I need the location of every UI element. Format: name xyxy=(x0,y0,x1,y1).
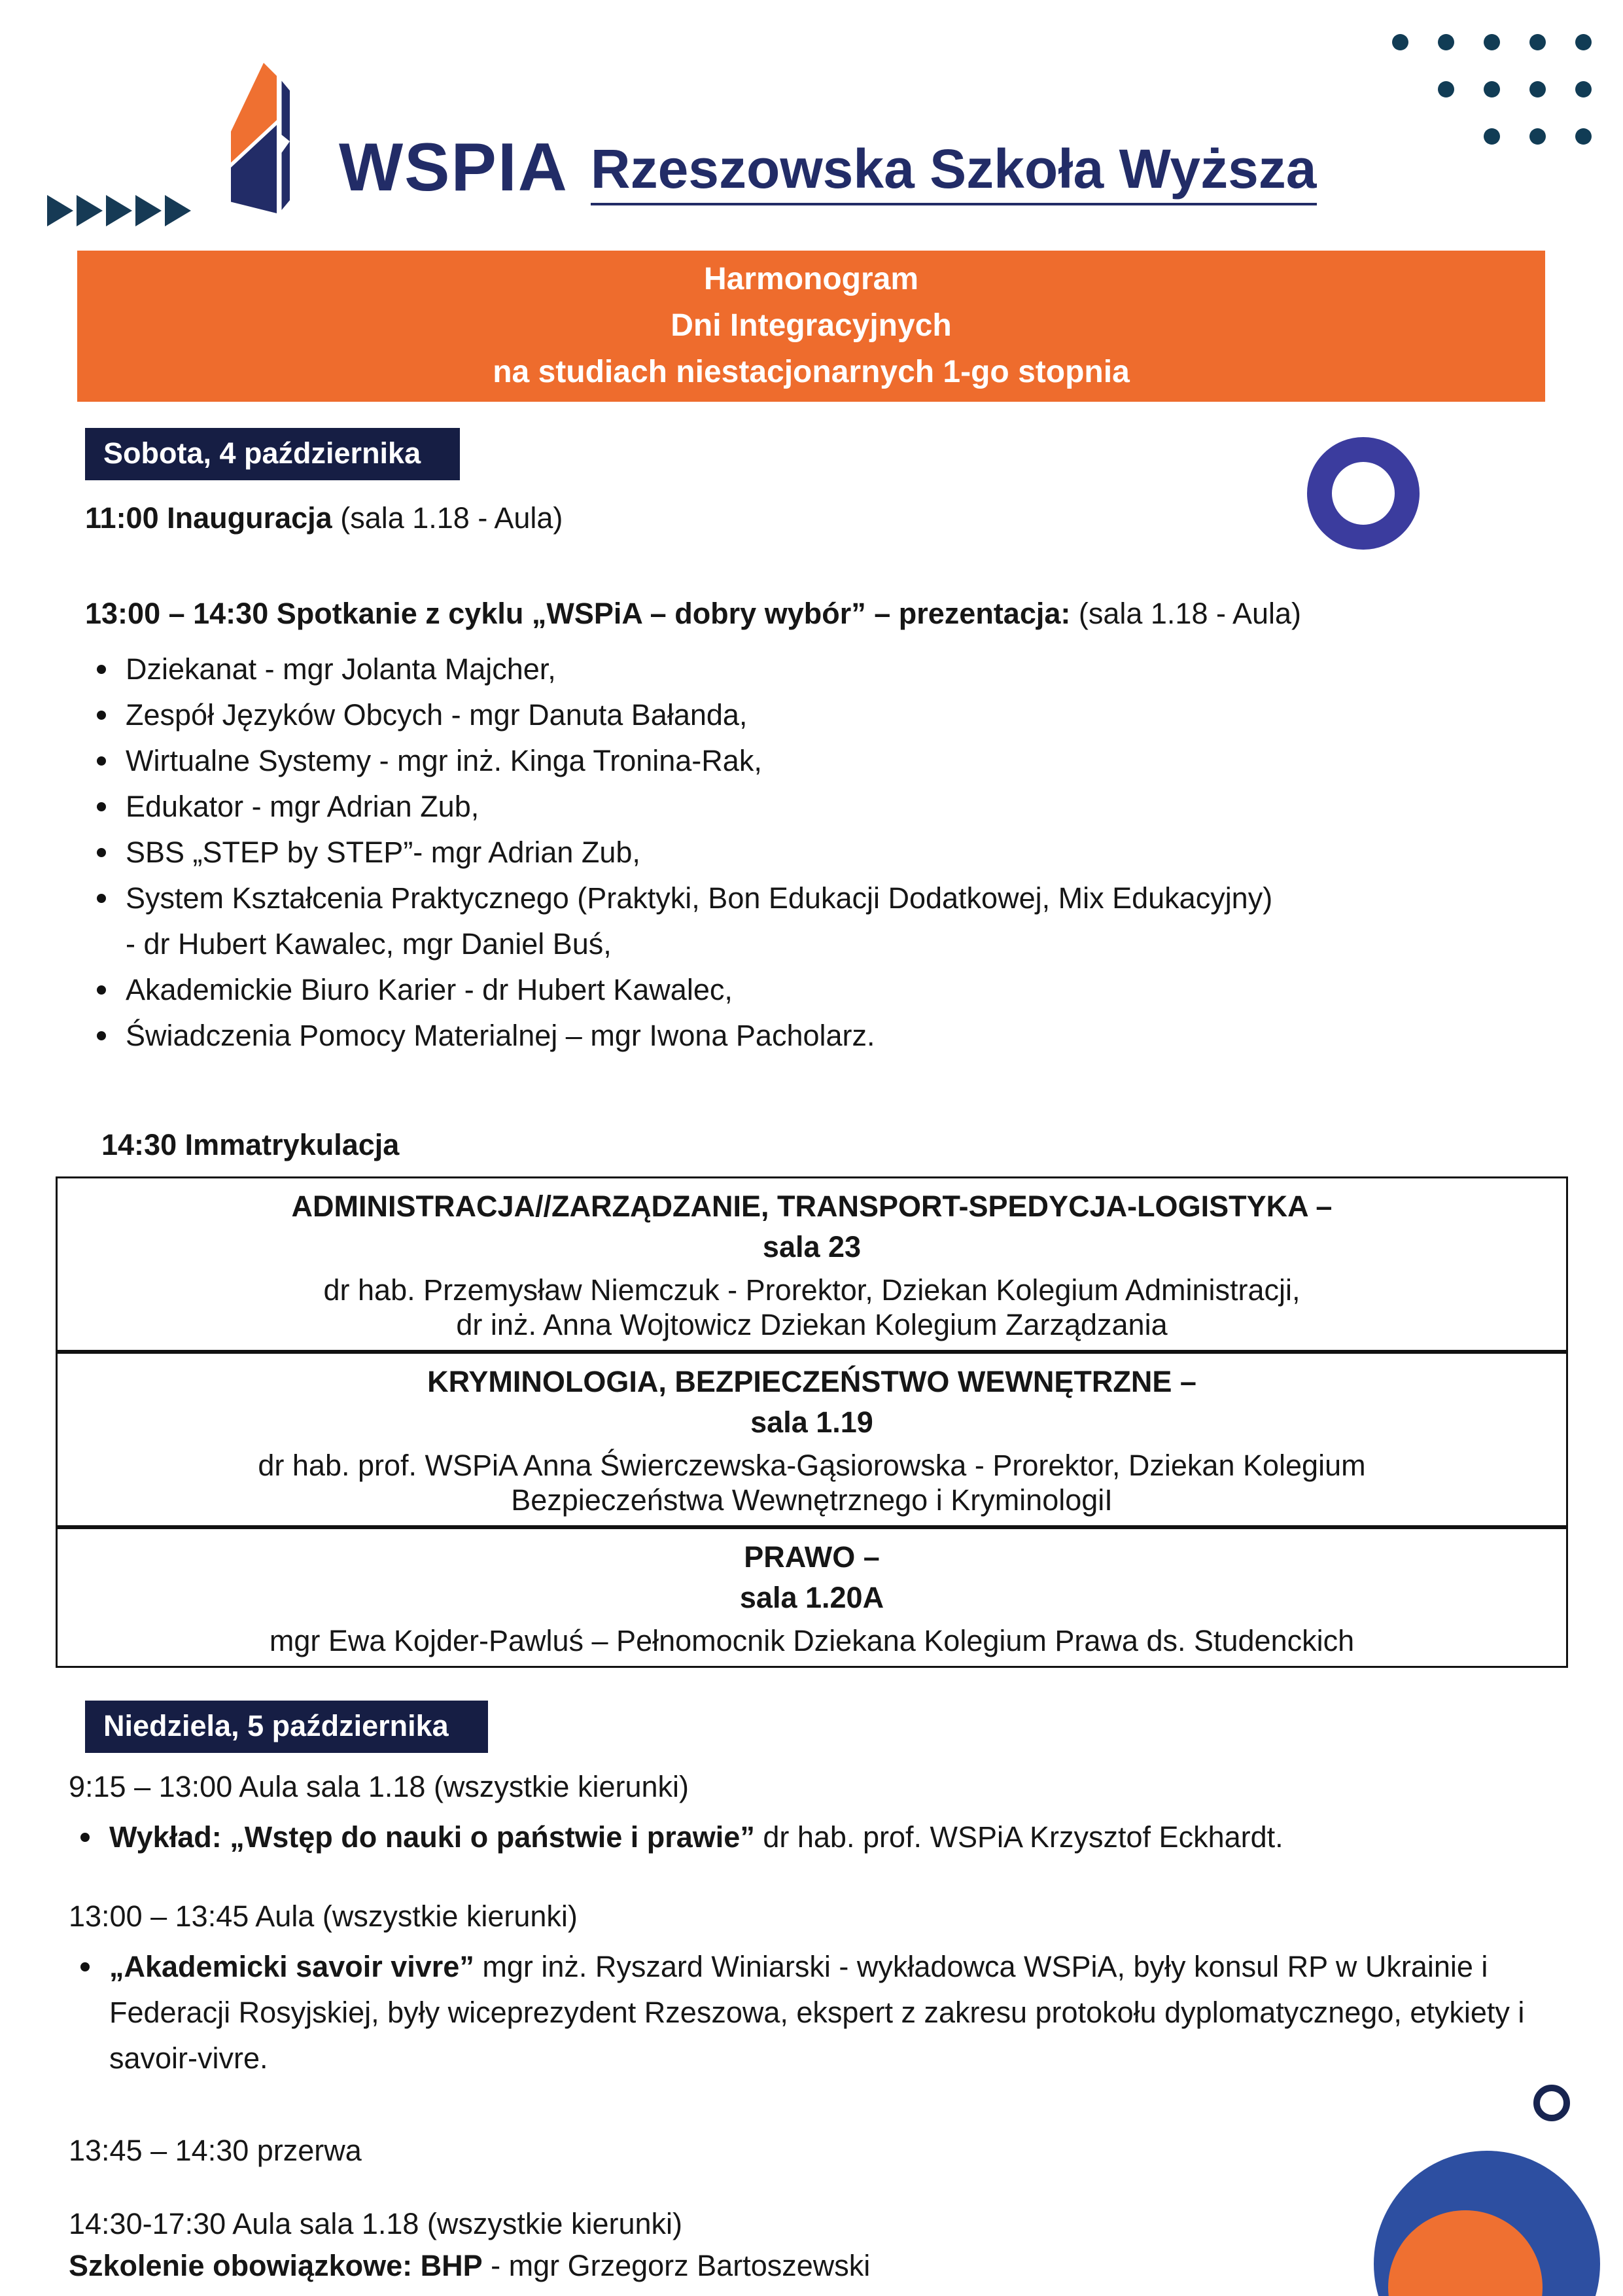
dot-icon xyxy=(1438,81,1454,97)
table-row-title: KRYMINOLOGIA, BEZPIECZEŃSTWO WEWNĘTRZNE – xyxy=(427,1365,1196,1398)
table-row-detail: mgr Ewa Kojder-Pawluś – Pełnomocnik Dziekana Kolegium Prawa ds. Studenckich xyxy=(269,1624,1355,1657)
inauguration-room: (sala 1.18 - Aula) xyxy=(332,501,563,535)
ring-decoration-icon xyxy=(1307,437,1420,550)
table-row-detail: dr inż. Anna Wojtowicz Dziekan Kolegium Zarządzania xyxy=(456,1308,1168,1341)
logo-subtitle: Rzeszowska Szkoła Wyższa xyxy=(591,141,1317,205)
dot-icon xyxy=(1484,81,1500,97)
bhp-training-title: Szkolenie obowiązkowe: BHP xyxy=(69,2249,483,2282)
banner-line: Harmonogram xyxy=(703,262,919,296)
lecture-title: Wykład: „Wstęp do nauki o państwie i prawie” xyxy=(109,1820,755,1854)
table-row xyxy=(58,1525,1566,1666)
right-arrow-icon xyxy=(165,195,191,226)
banner-line: na studiach niestacjonarnych 1-go stopnia xyxy=(493,355,1130,389)
bhp-training-speaker: - mgr Grzegorz Bartoszewski xyxy=(482,2249,871,2282)
dot-row xyxy=(1484,128,1592,145)
sunday-slot2-list xyxy=(69,1944,1623,2081)
dot-icon xyxy=(1392,34,1408,50)
table-row-room: sala 23 xyxy=(762,1230,862,1263)
dot-icon xyxy=(1529,81,1546,97)
sunday-slot4-line: 14:30-17:30 Aula sala 1.18 (wszystkie kierunki) xyxy=(69,2207,682,2240)
sunday-date-badge: Niedziela, 5 października xyxy=(85,1701,488,1753)
right-arrow-icon xyxy=(47,195,73,226)
dot-icon xyxy=(1529,34,1546,50)
list-item xyxy=(69,1814,1535,1860)
dot-icon xyxy=(1575,128,1592,145)
list-item: SBS „STEP by STEP”- mgr Adrian Zub, xyxy=(85,830,1277,875)
savoir-vivre-speaker: mgr inż. Ryszard Winiarski - wykładowca WSPiA, były konsul RP w Ukrainie i Federacji Rosyjskiej, były wiceprezydent Rzeszowa, ekspert z zakresu protokołu dyplomatycznego, etykiety i savoir-vivre. xyxy=(109,1950,1525,2075)
university-logo xyxy=(221,56,1317,220)
dot-row xyxy=(1438,81,1592,97)
dot-icon xyxy=(1438,34,1454,50)
inauguration-time: 11:00 Inauguracja xyxy=(85,501,332,535)
sunday-slot1-list xyxy=(69,1814,1623,1860)
meeting-title: 13:00 – 14:30 Spotkanie z cyklu „WSPiA – dobry wybór” – prezentacja: xyxy=(85,597,1071,630)
table-row-room: sala 1.19 xyxy=(750,1405,873,1439)
immatriculation-line: 14:30 Immatrykulacja xyxy=(101,1128,400,1161)
dots-grid-decoration xyxy=(1392,34,1592,145)
small-ring-decoration-icon xyxy=(1533,2085,1570,2121)
right-arrow-icon xyxy=(77,195,103,226)
break-line: 13:45 – 14:30 przerwa xyxy=(69,2134,362,2167)
savoir-vivre-title: „Akademicki savoir vivre” xyxy=(109,1950,474,1983)
meeting-line xyxy=(85,595,1623,632)
dot-icon xyxy=(1529,128,1546,145)
dot-icon xyxy=(1484,128,1500,145)
list-item: Wirtualne Systemy - mgr inż. Kinga Tronina-Rak, xyxy=(85,738,1277,784)
table-row-title: ADMINISTRACJA//ZARZĄDZANIE, TRANSPORT-SPEDYCJA-LOGISTYKA – xyxy=(291,1190,1333,1223)
lecture-speaker: dr hab. prof. WSPiA Krzysztof Eckhardt. xyxy=(754,1820,1283,1854)
wspia-book-logo-icon xyxy=(221,56,319,220)
table-row-detail: Bezpieczeństwa Wewnętrznego i KryminologiI xyxy=(511,1483,1113,1517)
list-item: Świadczenia Pomocy Materialnej – mgr Iwona Pacholarz. xyxy=(85,1013,1277,1059)
right-arrow-icon xyxy=(135,195,162,226)
dot-icon xyxy=(1484,34,1500,50)
header xyxy=(0,0,1623,251)
presentation-list xyxy=(85,646,1623,1059)
dot-row xyxy=(1392,34,1592,50)
table-row-detail: dr hab. Przemysław Niemczuk - Prorektor, Dziekan Kolegium Administracji, xyxy=(323,1273,1300,1307)
table-row-title: PRAWO – xyxy=(744,1540,880,1574)
arrow-row-decoration xyxy=(47,195,191,226)
list-item xyxy=(69,1944,1535,2081)
list-item: System Kształcenia Praktycznego (Praktyki, Bon Edukacji Dodatkowej, Mix Edukacyjny) - dr Hubert Kawalec, mgr Daniel Buś, xyxy=(85,875,1277,967)
sunday-slot1-line: 9:15 – 13:00 Aula sala 1.18 (wszystkie kierunki) xyxy=(69,1770,689,1803)
table-row xyxy=(58,1350,1566,1525)
saturday-date-badge: Sobota, 4 października xyxy=(85,428,460,480)
dot-icon xyxy=(1575,81,1592,97)
list-item: Zespół Języków Obcych - mgr Danuta Bałanda, xyxy=(85,692,1277,738)
table-row-room: sala 1.20A xyxy=(739,1581,884,1614)
table-row xyxy=(58,1178,1566,1350)
table-row-detail: dr hab. prof. WSPiA Anna Świerczewska-Gąsiorowska - Prorektor, Dziekan Kolegium xyxy=(258,1449,1366,1482)
sunday-slot2-line: 13:00 – 13:45 Aula (wszystkie kierunki) xyxy=(69,1899,578,1933)
list-item: Edukator - mgr Adrian Zub, xyxy=(85,784,1277,830)
meeting-room: (sala 1.18 - Aula) xyxy=(1070,597,1302,630)
title-banner xyxy=(77,251,1545,402)
logo-acronym: WSPIA xyxy=(339,130,568,205)
banner-line: Dni Integracyjnych xyxy=(671,308,952,343)
right-arrow-icon xyxy=(106,195,132,226)
list-item: Akademickie Biuro Karier - dr Hubert Kawalec, xyxy=(85,967,1277,1013)
list-item: Dziekanat - mgr Jolanta Majcher, xyxy=(85,646,1277,692)
dot-icon xyxy=(1575,34,1592,50)
immatriculation-table xyxy=(56,1176,1568,1668)
